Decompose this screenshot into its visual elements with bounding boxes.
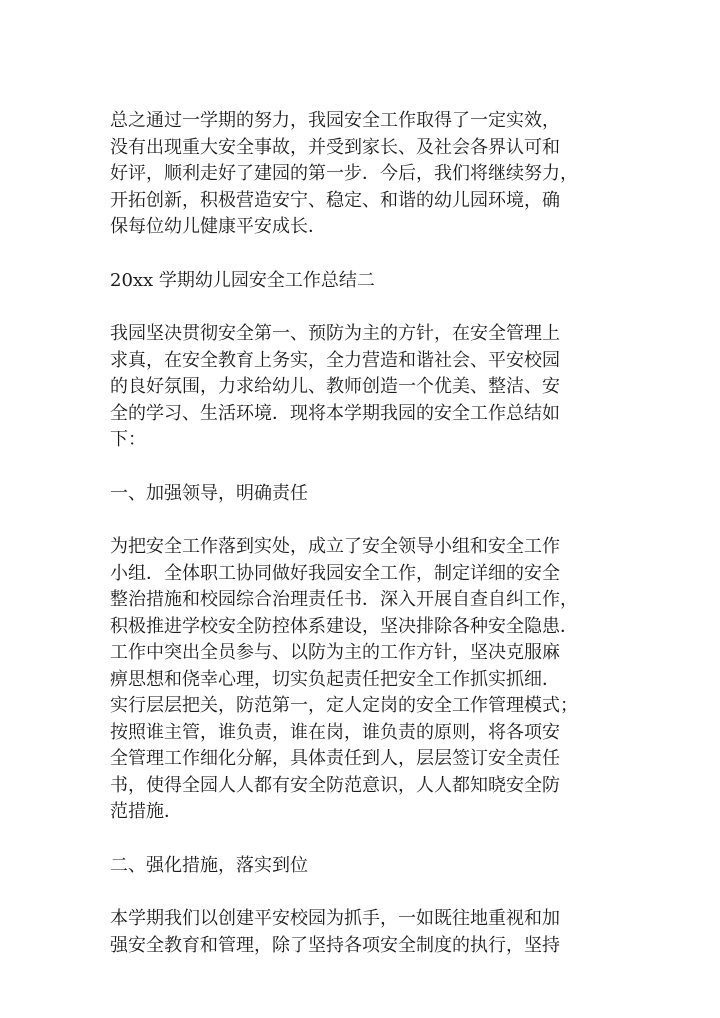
- text-line: 为把安全工作落到实处，成立了安全领导小组和安全工作: [110, 536, 560, 557]
- text-line: 按照谁主管，谁负责，谁在岗，谁负责的原则，将各项安: [110, 721, 560, 743]
- text-line: 下：: [110, 429, 146, 450]
- text-line: 全的学习、生活环境．现将本学期我园的安全工作总结如: [110, 402, 560, 424]
- intro-paragraph: [110, 321, 610, 454]
- text-line: 开拓创新，积极营造安宁、稳定、和谐的幼儿园环境，确: [110, 189, 560, 211]
- section-heading-1: 一、加强领导，明确责任: [110, 482, 308, 504]
- summary-paragraph: [110, 108, 610, 241]
- text-line: 强安全教育和管理，除了坚持各项安全制度的执行，坚持: [110, 934, 560, 956]
- text-line: 本学期我们以创建平安校园为抓手，一如既往地重视和加: [110, 908, 560, 929]
- text-line: 的良好氛围，力求给幼儿、教师创造一个优美、整洁、安: [110, 376, 560, 397]
- text-line: 小组．全体职工协同做好我园安全工作，制定详细的安全: [110, 562, 560, 584]
- document-body: [110, 108, 610, 959]
- text-line: 保每位幼儿健康平安成长．: [110, 216, 326, 237]
- text-line: 整治措施和校园综合治理责任书．深入开展自查自纠工作，: [110, 589, 578, 610]
- document-title: 20xx 学期幼儿园安全工作总结二: [110, 269, 375, 291]
- text-line: 我园坚决贯彻安全第一、预防为主的方针，在安全管理上: [110, 323, 560, 344]
- text-line: 全管理工作细化分解，具体责任到人，层层签订安全责任: [110, 748, 560, 769]
- text-line: 书，使得全园人人都有安全防范意识，人人都知晓安全防: [110, 774, 560, 796]
- text-line: 总之通过一学期的努力，我园安全工作取得了一定实效，: [110, 110, 560, 131]
- text-line: 工作中突出全员参与、以防为主的工作方针，坚决克服麻: [110, 642, 560, 663]
- section-1-paragraph: [110, 534, 610, 826]
- text-line: 范措施．: [110, 801, 182, 822]
- text-line: 痹思想和侥幸心理，切实负起责任把安全工作抓实抓细．: [110, 668, 560, 690]
- text-line: 积极推进学校安全防控体系建设，坚决排除各种安全隐患．: [110, 615, 578, 637]
- text-line: 好评，顺利走好了建园的第一步．今后，我们将继续努力，: [110, 163, 578, 184]
- section-heading-2: 二、强化措施，落实到位: [110, 854, 308, 876]
- text-line: 求真，在安全教育上务实，全力营造和谐社会、平安校园: [110, 349, 560, 371]
- section-2-paragraph: [110, 906, 610, 959]
- text-line: 实行层层把关，防范第一，定人定岗的安全工作管理模式；: [110, 695, 578, 716]
- text-line: 没有出现重大安全事故，并受到家长、及社会各界认可和: [110, 136, 560, 158]
